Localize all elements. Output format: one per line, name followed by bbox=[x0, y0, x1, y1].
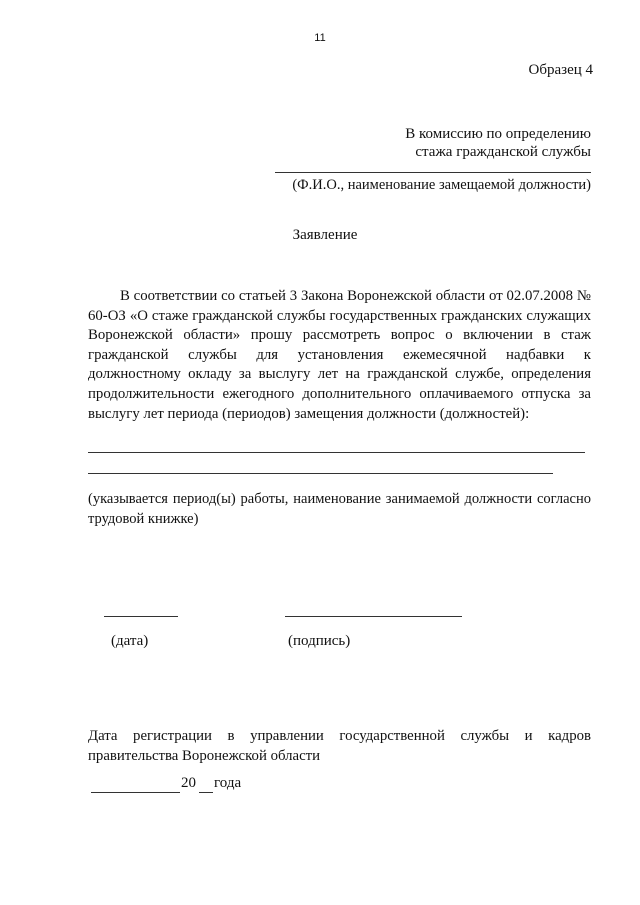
page-number: 11 bbox=[314, 32, 326, 44]
body-text: В соответствии со статьей 3 Закона Воронежской области от 02.07.2008 № 60-ОЗ «О стаже гражданской службы государственных гражданских служащих Воронежской области» прошу рассмотреть вопрос о включении в стаж гражданской службы для установления ежемесячной надбавки к должностному окладу за выслугу лет на гражданской службе, определения продолжительности ежегодного дополнительного оплачиваемого отпуска за выслугу лет периода (периодов) замещения должности (должностей): bbox=[88, 288, 591, 422]
date-label: (дата) bbox=[111, 633, 149, 649]
period-fill-line-1 bbox=[88, 452, 585, 453]
addressee-line-1: В комиссию по определению bbox=[405, 126, 591, 142]
year-suffix: года bbox=[214, 775, 242, 791]
day-month-fill-line bbox=[91, 792, 180, 793]
period-hint-block bbox=[88, 490, 591, 529]
registration-text: Дата регистрации в управлении государственной службы и кадров правительства Воронежской области bbox=[88, 728, 591, 764]
body-paragraph bbox=[88, 287, 591, 424]
year-prefix: 20 bbox=[181, 775, 196, 791]
addressee-line-2: стажа гражданской службы bbox=[415, 144, 591, 160]
date-fill-line bbox=[104, 616, 178, 617]
signature-label: (подпись) bbox=[288, 633, 351, 649]
name-fill-line bbox=[275, 172, 591, 173]
name-caption: (Ф.И.О., наименование замещаемой должности) bbox=[292, 177, 591, 193]
registration-block bbox=[88, 727, 591, 766]
signature-fill-line bbox=[285, 616, 462, 617]
year-fill-line bbox=[199, 792, 213, 793]
period-hint: (указывается период(ы) работы, наименование занимаемой должности согласно трудовой книжке) bbox=[88, 491, 591, 527]
document-title: Заявление bbox=[292, 227, 358, 243]
sample-label: Образец 4 bbox=[528, 62, 593, 78]
period-fill-line-2 bbox=[88, 473, 553, 474]
